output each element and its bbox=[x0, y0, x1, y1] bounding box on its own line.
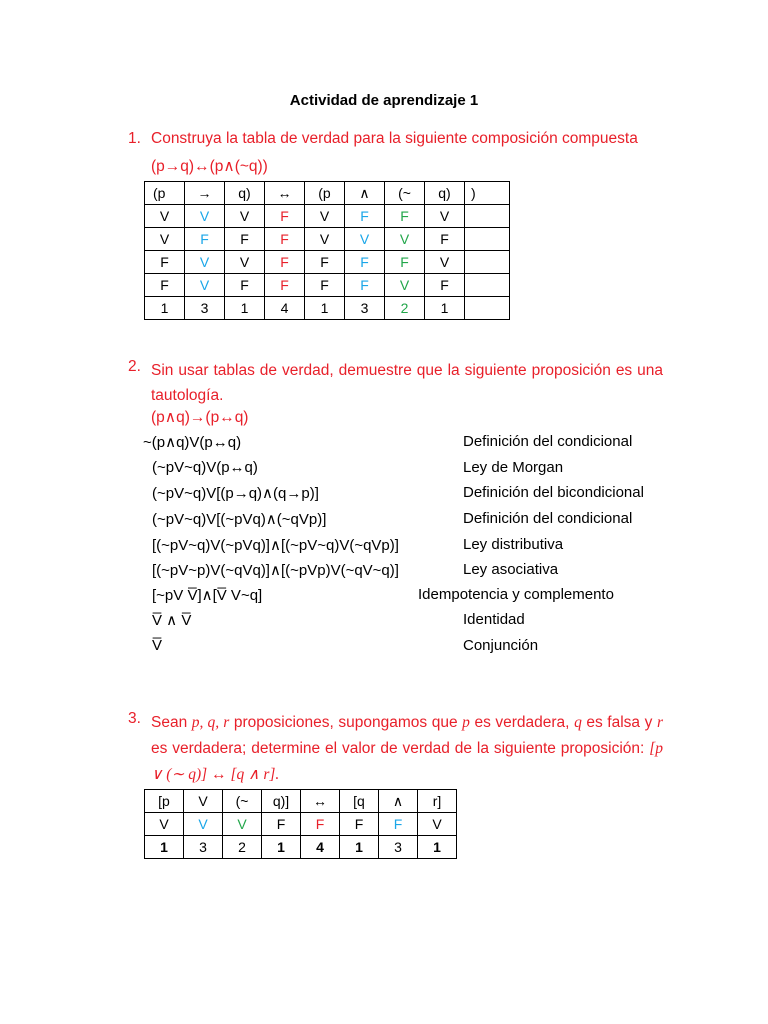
header-cell: ↔ bbox=[301, 790, 340, 813]
header-cell: q) bbox=[425, 182, 465, 205]
cell: V bbox=[185, 274, 225, 297]
question-1-text: Construya la tabla de verdad para la siguiente composición compuesta bbox=[151, 130, 638, 147]
step-expr: V̅ ∧ V̅ bbox=[152, 612, 192, 629]
header-cell: → bbox=[185, 182, 225, 205]
cell bbox=[465, 228, 510, 251]
order-cell: 2 bbox=[223, 836, 262, 859]
cell: F bbox=[385, 251, 425, 274]
header-cell: (~ bbox=[223, 790, 262, 813]
cell: F bbox=[145, 251, 185, 274]
step-rule: Definición del bicondicional bbox=[463, 484, 644, 501]
order-cell: 3 bbox=[185, 297, 225, 320]
cell: F bbox=[265, 274, 305, 297]
table-row bbox=[145, 205, 510, 228]
cell: V bbox=[145, 205, 185, 228]
step-expr: ~(p∧q)V(p↔q) bbox=[143, 434, 242, 451]
header-cell: (p bbox=[145, 182, 185, 205]
question-1-number: 1. bbox=[128, 130, 141, 147]
step-rule: Ley de Morgan bbox=[463, 459, 564, 476]
order-cell: 1 bbox=[418, 836, 457, 859]
table-header-row bbox=[145, 182, 510, 205]
cell: F bbox=[305, 274, 345, 297]
table-header-row bbox=[145, 790, 457, 813]
q3-text-a: Sean bbox=[151, 714, 192, 731]
cell: V bbox=[425, 251, 465, 274]
header-cell: V bbox=[184, 790, 223, 813]
step-rule: Idempotencia y complemento bbox=[418, 586, 614, 603]
cell: V bbox=[305, 228, 345, 251]
question-3-text bbox=[151, 710, 663, 788]
cell: F bbox=[185, 228, 225, 251]
q3-q: q bbox=[574, 714, 582, 731]
order-cell: 1 bbox=[425, 297, 465, 320]
step-expr: V̅ bbox=[152, 637, 163, 654]
cell: V bbox=[185, 205, 225, 228]
table-row bbox=[145, 228, 510, 251]
header-cell: q)] bbox=[262, 790, 301, 813]
table-row bbox=[145, 274, 510, 297]
table-row bbox=[145, 813, 457, 836]
order-cell: 1 bbox=[262, 836, 301, 859]
order-cell: 3 bbox=[379, 836, 418, 859]
order-cell bbox=[465, 297, 510, 320]
cell: F bbox=[262, 813, 301, 836]
order-cell: 1 bbox=[225, 297, 265, 320]
cell: V bbox=[425, 205, 465, 228]
order-cell: 1 bbox=[340, 836, 379, 859]
header-cell: r] bbox=[418, 790, 457, 813]
q3-r: r bbox=[656, 714, 663, 731]
cell: F bbox=[345, 274, 385, 297]
header-cell: (p bbox=[305, 182, 345, 205]
cell: F bbox=[345, 205, 385, 228]
cell: F bbox=[340, 813, 379, 836]
cell: V bbox=[145, 228, 185, 251]
header-cell: ) bbox=[465, 182, 510, 205]
step-expr: [(~pV~q)V(~pVq)]∧[(~pV~q)V(~qVp)] bbox=[152, 537, 399, 554]
table-row bbox=[145, 251, 510, 274]
cell: F bbox=[265, 228, 305, 251]
question-2-number: 2. bbox=[128, 358, 141, 375]
cell: F bbox=[305, 251, 345, 274]
header-cell: [q bbox=[340, 790, 379, 813]
order-cell: 1 bbox=[145, 836, 184, 859]
cell: V bbox=[345, 228, 385, 251]
cell: V bbox=[184, 813, 223, 836]
cell: F bbox=[145, 274, 185, 297]
question-2-text: Sin usar tablas de verdad, demuestre que la siguiente proposición es una tautología. bbox=[151, 362, 663, 404]
cell: V bbox=[385, 274, 425, 297]
step-rule: Identidad bbox=[463, 611, 525, 628]
cell bbox=[465, 274, 510, 297]
q3-vars: p, q, r bbox=[191, 714, 230, 731]
step-expr: (~pV~q)V(p↔q) bbox=[152, 459, 258, 476]
cell: F bbox=[425, 228, 465, 251]
q3-formula: [p ∨ (∼ q)] ↔ [q ∧ r]. bbox=[151, 740, 663, 783]
cell: V bbox=[385, 228, 425, 251]
q3-p: p bbox=[462, 714, 470, 731]
header-cell: (~ bbox=[385, 182, 425, 205]
step-expr: (~pV~q)V[(~pVq)∧(~qVp)] bbox=[152, 511, 327, 528]
header-cell: [p bbox=[145, 790, 184, 813]
cell: F bbox=[379, 813, 418, 836]
truth-table-1 bbox=[144, 181, 510, 320]
order-row bbox=[145, 836, 457, 859]
order-cell: 4 bbox=[301, 836, 340, 859]
cell: V bbox=[145, 813, 184, 836]
cell: F bbox=[265, 205, 305, 228]
question-3-number: 3. bbox=[128, 710, 141, 727]
cell: V bbox=[418, 813, 457, 836]
question-1-formula: (p→q)↔(p∧(~q)) bbox=[151, 158, 268, 175]
order-cell: 2 bbox=[385, 297, 425, 320]
q3-text-d: es falsa y bbox=[581, 714, 657, 731]
cell: V bbox=[185, 251, 225, 274]
order-cell: 3 bbox=[345, 297, 385, 320]
cell: F bbox=[265, 251, 305, 274]
cell: V bbox=[225, 205, 265, 228]
step-rule: Ley asociativa bbox=[463, 561, 559, 578]
truth-table-3 bbox=[144, 789, 457, 859]
step-expr: [(~pV~p)V(~qVq)]∧[(~pVp)V(~qV~q)] bbox=[152, 562, 399, 579]
q3-text-b: proposiciones, supongamos que bbox=[229, 714, 463, 731]
header-cell: q) bbox=[225, 182, 265, 205]
cell: V bbox=[305, 205, 345, 228]
cell: F bbox=[301, 813, 340, 836]
cell: V bbox=[223, 813, 262, 836]
header-cell: ∧ bbox=[379, 790, 418, 813]
question-2-formula: (p∧q)→(p↔q) bbox=[151, 409, 249, 426]
step-expr: [~pV V̅]∧[V̅ V~q] bbox=[152, 587, 263, 604]
cell: F bbox=[345, 251, 385, 274]
cell bbox=[465, 205, 510, 228]
cell: F bbox=[385, 205, 425, 228]
order-cell: 4 bbox=[265, 297, 305, 320]
order-cell: 3 bbox=[184, 836, 223, 859]
q3-text-c: es verdadera, bbox=[469, 714, 575, 731]
order-row bbox=[145, 297, 510, 320]
cell: F bbox=[425, 274, 465, 297]
step-rule: Ley distributiva bbox=[463, 536, 564, 553]
q3-text-e: es verdadera; determine el valor de verdad de la siguiente proposición: bbox=[151, 740, 650, 757]
order-cell: 1 bbox=[305, 297, 345, 320]
page-title: Actividad de aprendizaje 1 bbox=[289, 92, 479, 109]
header-cell: ∧ bbox=[345, 182, 385, 205]
step-rule: Definición del condicional bbox=[463, 433, 633, 450]
step-rule: Conjunción bbox=[463, 637, 539, 654]
cell: F bbox=[225, 228, 265, 251]
cell: F bbox=[225, 274, 265, 297]
cell bbox=[465, 251, 510, 274]
step-rule: Definición del condicional bbox=[463, 510, 633, 527]
step-expr: (~pV~q)V[(p→q)∧(q→p)] bbox=[152, 485, 319, 502]
cell: V bbox=[225, 251, 265, 274]
header-cell: ↔ bbox=[265, 182, 305, 205]
order-cell: 1 bbox=[145, 297, 185, 320]
